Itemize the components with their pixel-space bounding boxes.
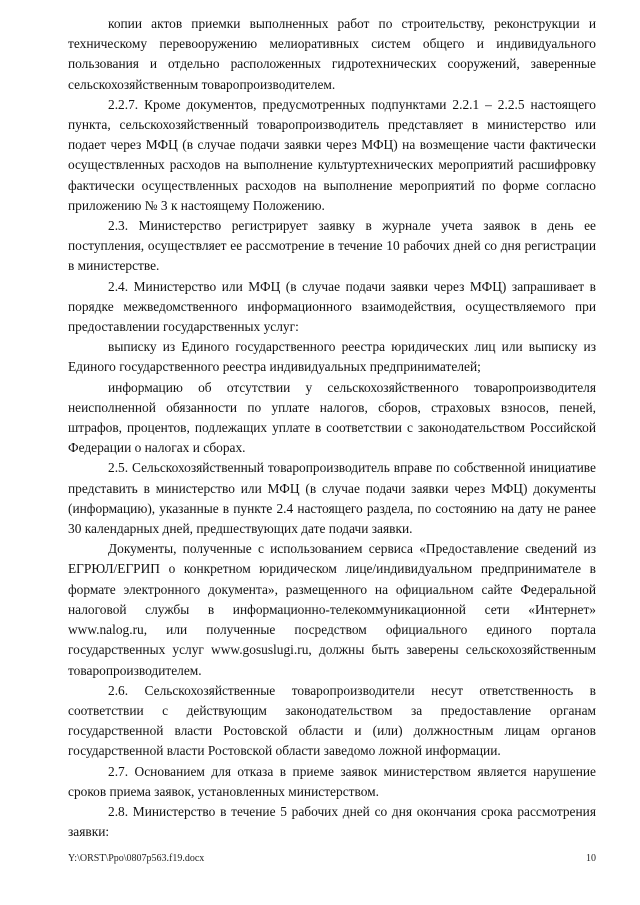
paragraph: информацию об отсутствии у сельскохозяйственного товаропроизводителя неисполненной обязанности по уплате налогов, сборов, страховых взносов, пеней, штрафов, процентов, подлежащих уплате в соответствии с законодательством Российской Федерации о налогах и сборах. (68, 379, 596, 456)
paragraph: выписку из Единого государственного реестра юридических лиц или выписку из Единого государственного реестра индивидуальных предпринимателей; (68, 339, 596, 375)
paragraph: 2.2.7. Кроме документов, предусмотренных подпунктами 2.2.1 – 2.2.5 настоящего пункта, сельскохозяйственный товаропроизводитель представляет в министерство или подает через МФЦ (в случае подачи заявки через МФЦ) на возмещение части фактически осуществленных расходов на выполнение культуртехнических мероприятий расшифровку фактически осуществленных расходов на выполнение мероприятий по форме согласно приложению № 3 к настоящему Положению. (68, 96, 596, 213)
paragraph: 2.8. Министерство в течение 5 рабочих дней со дня окончания срока рассмотрения заявки: (68, 803, 596, 840)
file-path: Y:\ORST\Ppo\0807p563.f19.docx (68, 853, 205, 864)
paragraph: 2.5. Сельскохозяйственный товаропроизводитель вправе по собственной инициативе представить в министерство или МФЦ (в случае подачи заявки через МФЦ) документы (информацию), указанные в пункте 2.4 настоящего раздела, по состоянию на дату не ранее 30 календарных дней, предшествующих дате подачи заявки. (68, 460, 596, 537)
paragraph: 2.4. Министерство или МФЦ (в случае подачи заявки через МФЦ) запрашивает в порядке межведомственного информационного взаимодействия, осуществляемого при предоставлении государственных услуг: (68, 278, 596, 335)
paragraph: 2.7. Основанием для отказа в приеме заявок министерством является нарушение сроков приема заявок, установленных министерством. (68, 763, 596, 799)
paragraph: 2.6. Сельскохозяйственные товаропроизводители несут ответственность в соответствии с действующим законодательством за предоставление органам государственной власти Ростовской области и (или) должностным лицам органов государственной власти Ростовской области заведомо ложной информации. (68, 682, 596, 759)
paragraph: Документы, полученные с использованием сервиса «Предоставление сведений из ЕГРЮЛ/ЕГРИП о конкретном юридическом лице/индивидуальном предпринимателе в формате электронного документа», размещенного на официальном сайте Федеральной налоговой службы в информационно-телекоммуникационной сети «Интернет» www.nalog.ru, или полученные посредством официального единого портала государственных услуг www.gosuslugi.ru, должны быть заверены сельскохозяйственным товаропроизводителем. (68, 541, 596, 678)
paragraph: 2.3. Министерство регистрирует заявку в журнале учета заявок в день ее поступления, осуществляет ее рассмотрение в течение 10 рабочих дней со дня регистрации в министерстве. (68, 218, 596, 274)
document-body (68, 14, 596, 842)
page-number: 10 (586, 853, 596, 864)
paragraph: копии актов приемки выполненных работ по строительству, реконструкции и техническому перевооружению мелиоративных систем общего и индивидуального пользования и отдельно расположенных гидротехнических сооружений, заверенные сельскохозяйственным товаропроизводителем. (68, 16, 596, 92)
page-footer (68, 853, 596, 864)
